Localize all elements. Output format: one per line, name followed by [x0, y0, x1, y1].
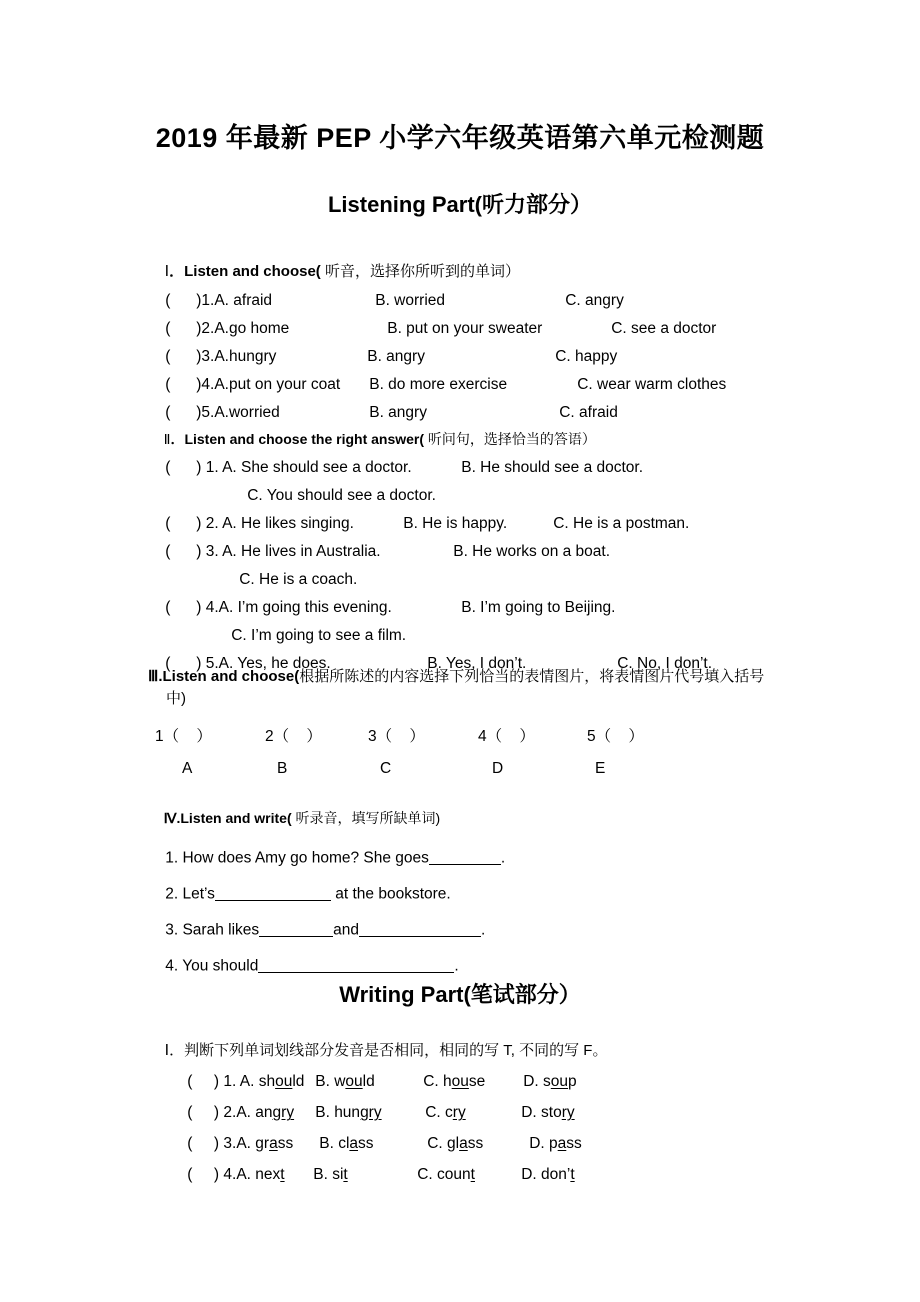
answer-blank-1[interactable]: 1（ ）: [155, 728, 212, 745]
list-item: [170, 1151, 575, 1200]
underlined-phoneme: a: [459, 1135, 468, 1153]
sentence-text: 1. How does Amy go home? She goes: [165, 849, 429, 867]
page-title: 2019 年最新 PEP 小学六年级英语第六单元检测题: [155, 123, 765, 153]
sentence-tail: .: [500, 849, 506, 867]
answer-blank-4[interactable]: 4（ ）: [478, 728, 535, 745]
option-a: ( ) 2.A. angry: [187, 1104, 295, 1122]
answer-blank-2[interactable]: 2（ ）: [265, 728, 322, 745]
option-b: B. do more exercise: [369, 376, 508, 394]
list-item: [148, 528, 610, 577]
option-c: C. I’m going to see a film.: [231, 627, 407, 645]
section-3-chinese-line2: 中): [166, 689, 186, 707]
option-a: ( ) 1. A. should: [187, 1073, 305, 1091]
option-a: ( )3.A.hungry: [165, 348, 277, 366]
section-3-heading: [148, 666, 820, 710]
writing-section-1-chinese: ．判断下列单词划线部分发音是否相同，相同的写 T, 不同的写 F。: [169, 1041, 608, 1059]
section-4-label: .Listen and write(: [176, 809, 292, 826]
option-c: C. He is a postman.: [553, 515, 690, 533]
section-3-number: Ⅲ: [148, 668, 159, 685]
underlined-phoneme: ou: [550, 1073, 569, 1091]
option-a: ( ) 3. A. He lives in Australia.: [165, 543, 381, 561]
sentence-text: 4. You should: [165, 957, 259, 975]
option-a: ( )1.A. afraid: [165, 292, 273, 310]
underlined-phoneme: a: [557, 1135, 567, 1153]
underlined-phoneme: a: [349, 1135, 359, 1153]
option-a: ( ) 1. A. She should see a doctor.: [165, 459, 412, 477]
option-c: C. You should see a doctor.: [247, 487, 436, 505]
sentence-tail: .: [454, 957, 459, 975]
option-b: B. He should see a doctor.: [461, 459, 644, 477]
section-4-chinese: 听录音，填写所缺单词): [291, 809, 441, 826]
picture-label-e: E: [595, 760, 606, 777]
underlined-phoneme: a: [269, 1135, 278, 1153]
underlined-phoneme: ou: [345, 1073, 363, 1091]
option-c: C. happy: [555, 348, 618, 366]
option-d: D. story: [521, 1104, 575, 1122]
option-b: B. I’m going to Beijing.: [461, 599, 616, 617]
sentence-text: 3. Sarah likes: [165, 921, 260, 939]
option-b: B. class: [319, 1135, 374, 1153]
option-a: ( ) 5.A. Yes, he does.: [165, 655, 331, 673]
answer-blank-3[interactable]: 3（ ）: [368, 728, 425, 745]
writing-section-1-number: Ⅰ: [164, 1042, 170, 1059]
underlined-phoneme: t: [343, 1166, 348, 1184]
option-c: C. cry: [425, 1104, 466, 1122]
option-a: ( ) 4.A. I’m going this evening.: [165, 599, 392, 617]
picture-label-c: C: [380, 760, 392, 777]
section-1-number: Ⅰ: [164, 263, 170, 280]
option-a: ( ) 4.A. next: [187, 1166, 285, 1184]
write-blank[interactable]: [429, 849, 501, 865]
option-b: B. He is happy.: [403, 515, 508, 533]
underlined-phoneme: ry: [561, 1104, 575, 1122]
option-b: B. angry: [369, 404, 427, 422]
option-b: B. sit: [313, 1166, 348, 1184]
underlined-phoneme: ou: [275, 1073, 293, 1091]
picture-label-d: D: [492, 760, 504, 777]
option-b: B. Yes, I don’t.: [427, 655, 527, 673]
section-2-label: ．Listen and choose the right answer(: [170, 430, 425, 447]
section-2-chinese: 听问句，选择恰当的答语）: [424, 430, 596, 447]
option-b: B. put on your sweater: [387, 320, 543, 338]
sentence-tail: at the bookstore.: [330, 885, 451, 903]
option-c: C. see a doctor: [611, 320, 717, 338]
write-blank[interactable]: [259, 921, 333, 937]
underlined-phoneme: t: [570, 1166, 575, 1184]
underlined-phoneme: ou: [451, 1073, 469, 1091]
option-b: B. angry: [367, 348, 425, 366]
option-b: B. hungry: [315, 1104, 382, 1122]
option-a: ( )4.A.put on your coat: [165, 376, 341, 394]
write-blank[interactable]: [258, 957, 454, 973]
write-blank[interactable]: [215, 885, 331, 901]
option-d: D. soup: [523, 1073, 577, 1091]
option-a: ( )5.A.worried: [165, 404, 280, 422]
underlined-phoneme: gry: [360, 1104, 382, 1122]
sentence-text: 2. Let’s: [165, 885, 215, 903]
underlined-phoneme: gry: [272, 1104, 295, 1122]
writing-part-heading: Writing Part(笔试部分）: [339, 982, 581, 1007]
section-3-chinese: 根据所陈述的内容选择下列恰当的表情图片，将表情图片代号填入括号: [299, 668, 765, 685]
option-c: C. He is a coach.: [239, 571, 358, 589]
section-2-number: Ⅱ: [163, 432, 171, 448]
option-c: C. No, I don’t.: [617, 655, 712, 673]
sentence-mid: and: [333, 921, 360, 939]
option-b: B. worried: [375, 292, 446, 310]
sentence-tail: .: [481, 921, 486, 939]
option-a: ( ) 2. A. He likes singing.: [165, 515, 354, 533]
option-c: C. house: [423, 1073, 486, 1091]
option-c: C. wear warm clothes: [577, 376, 727, 394]
option-c: C. count: [417, 1166, 475, 1184]
section-4-number: Ⅳ: [163, 811, 177, 827]
write-blank-2[interactable]: [359, 921, 481, 937]
option-a: ( ) 3.A. grass: [187, 1135, 294, 1153]
answer-blank-5[interactable]: 5（ ）: [587, 728, 644, 745]
option-d: D. pass: [529, 1135, 582, 1153]
option-a: ( )2.A.go home: [165, 320, 290, 338]
underlined-phoneme: ry: [452, 1104, 466, 1122]
option-c: C. angry: [565, 292, 624, 310]
section-3-label: .Listen and choose(: [158, 668, 300, 685]
underlined-phoneme: t: [280, 1166, 285, 1184]
option-d: D. don’t: [521, 1166, 575, 1184]
option-c: C. afraid: [559, 404, 618, 422]
section-1-chinese: 听音，选择你所听到的单词）: [320, 262, 520, 280]
underlined-phoneme: t: [470, 1166, 475, 1184]
listening-part-heading: Listening Part(听力部分）: [327, 192, 592, 217]
picture-label-a: A: [182, 760, 193, 777]
option-b: B. He works on a boat.: [453, 543, 611, 561]
option-c: C. glass: [427, 1135, 484, 1153]
option-b: B. would: [315, 1073, 375, 1091]
picture-label-b: B: [277, 760, 288, 777]
section-1-label: ．Listen and choose(: [169, 262, 321, 280]
